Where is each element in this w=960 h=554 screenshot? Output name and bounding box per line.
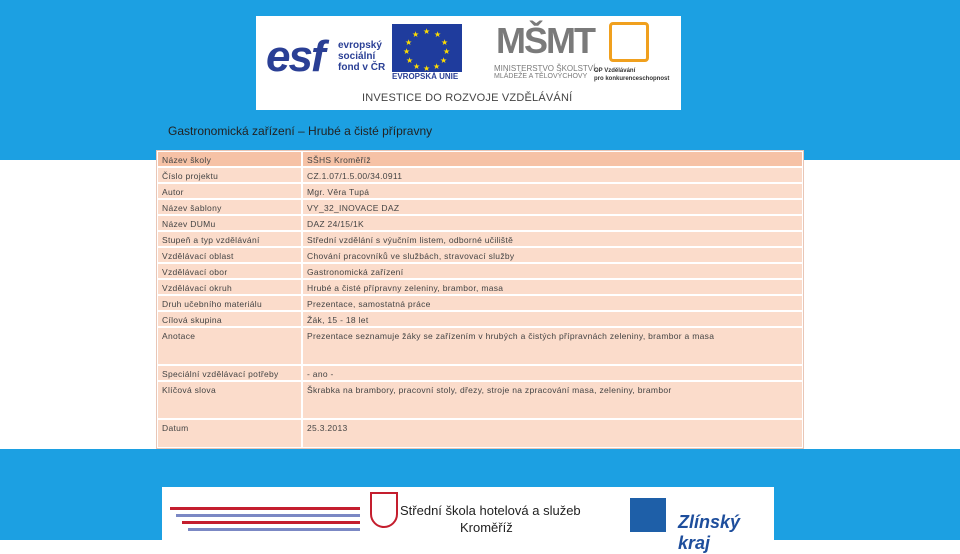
esf-line-1: evropský xyxy=(338,40,382,51)
op-line-1: OP Vzdělávání xyxy=(594,68,636,74)
eu-caption: EVROPSKÁ UNIE xyxy=(392,72,459,81)
table-row xyxy=(157,279,803,295)
row-label: Číslo projektu xyxy=(158,168,301,182)
row-value: Hrubé a čisté přípravny zeleniny, brambor, masa xyxy=(303,280,802,294)
row-label: Klíčová slova xyxy=(158,382,301,418)
investment-slogan: INVESTICE DO ROZVOJE VZDĚLÁVÁNÍ xyxy=(362,92,573,104)
msmt-logo-mark: MŠMT xyxy=(496,20,594,61)
row-value: CZ.1.07/1.5.00/34.0911 xyxy=(303,168,802,182)
decor-stripe xyxy=(176,514,360,517)
row-value: Škrabka na brambory, pracovní stoly, dřezy, stroje na zpracování masa, zeleniny, brambor xyxy=(303,382,802,418)
school-city: Kroměříž xyxy=(460,520,513,535)
table-row xyxy=(157,263,803,279)
row-value: Střední vzdělání s výučním listem, odborné učiliště xyxy=(303,232,802,246)
decor-stripe xyxy=(188,528,360,531)
row-value: - ano - xyxy=(303,366,802,380)
msmt-line-1: MINISTERSTVO ŠKOLSTVÍ, xyxy=(494,64,598,73)
table-row xyxy=(157,419,803,448)
op-logo-icon xyxy=(609,22,649,62)
esf-line-2: sociální xyxy=(338,51,376,62)
row-value: DAZ 24/15/1K xyxy=(303,216,802,230)
row-value: 25.3.2013 xyxy=(303,420,802,447)
esf-line-3: fond v ČR xyxy=(338,62,386,73)
table-row xyxy=(157,295,803,311)
row-value: Prezentace seznamuje žáky se zařízením v hrubých a čistých přípravnách zeleniny, brambor a masa xyxy=(303,328,802,364)
row-label: Název DUMu xyxy=(158,216,301,230)
table-row xyxy=(157,327,803,365)
table-row xyxy=(157,247,803,263)
row-label: Datum xyxy=(158,420,301,447)
table-row xyxy=(157,381,803,419)
table-row xyxy=(157,199,803,215)
row-label: Cílová skupina xyxy=(158,312,301,326)
table-row xyxy=(157,151,803,167)
row-label: Druh učebního materiálu xyxy=(158,296,301,310)
row-label: Název šablony xyxy=(158,200,301,214)
esf-logo-text xyxy=(338,40,385,73)
row-label: Stupeň a typ vzdělávání xyxy=(158,232,301,246)
op-line-2: pro konkurenceschopnost xyxy=(594,76,670,82)
table-row xyxy=(157,231,803,247)
table-row xyxy=(157,311,803,327)
row-value: SŠHS Kroměříž xyxy=(303,152,802,166)
page-title: Gastronomická zařízení – Hrubé a čisté přípravny xyxy=(168,124,433,138)
table-row xyxy=(157,365,803,381)
funding-logos-banner xyxy=(256,16,681,110)
row-value: Mgr. Věra Tupá xyxy=(303,184,802,198)
msmt-line-2: MLÁDEŽE A TĚLOVÝCHOVY xyxy=(494,73,588,80)
table-row xyxy=(157,183,803,199)
row-label: Vzdělávací obor xyxy=(158,264,301,278)
school-logo-banner xyxy=(162,487,774,553)
row-value: Chování pracovníků ve službách, stravovací služby xyxy=(303,248,802,262)
zlin-region-emblem-icon xyxy=(630,498,666,532)
decor-stripe xyxy=(170,507,360,510)
row-value: VY_32_INOVACE DAZ xyxy=(303,200,802,214)
table-row xyxy=(157,215,803,231)
decor-stripe xyxy=(182,521,360,524)
school-emblem-icon xyxy=(370,492,398,528)
row-value: Gastronomická zařízení xyxy=(303,264,802,278)
row-value: Prezentace, samostatná práce xyxy=(303,296,802,310)
row-label: Autor xyxy=(158,184,301,198)
metadata-table xyxy=(156,150,804,449)
eu-flag-icon: ★ ★ ★ ★ ★ ★ ★ ★ ★ ★ ★ ★ xyxy=(392,24,462,72)
row-value: Žák, 15 - 18 let xyxy=(303,312,802,326)
row-label: Vzdělávací okruh xyxy=(158,280,301,294)
esf-logo-mark: esf xyxy=(266,32,324,81)
row-label: Speciální vzdělávací potřeby xyxy=(158,366,301,380)
row-label: Název školy xyxy=(158,152,301,166)
table-row xyxy=(157,167,803,183)
row-label: Vzdělávací oblast xyxy=(158,248,301,262)
row-label: Anotace xyxy=(158,328,301,364)
school-name: Střední škola hotelová a služeb xyxy=(400,503,581,518)
region-name: Zlínský kraj xyxy=(678,512,741,553)
